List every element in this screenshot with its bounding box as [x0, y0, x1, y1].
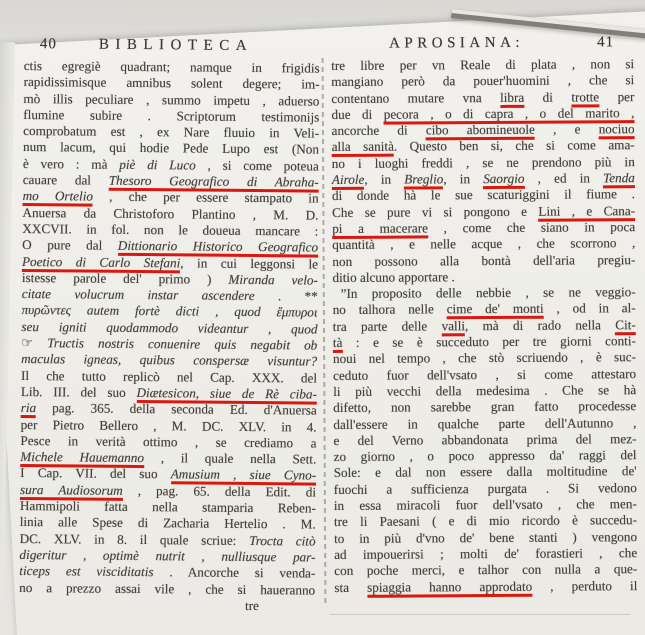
red-underlined-phrase: sura Audiosorum: [20, 482, 123, 501]
red-underlined-phrase: valli: [442, 318, 466, 336]
text-line: [333, 415, 636, 433]
text-line: [332, 235, 635, 253]
text-line: [334, 512, 637, 530]
text-segment: contentano mutare vna: [331, 89, 501, 106]
text-segment: tre libre per vn Reale di plata , non si: [331, 56, 635, 73]
red-underlined-phrase: spiaggia hanno approdato: [367, 578, 532, 597]
text-segment: I Cap. VII. del suo: [20, 465, 171, 482]
text-segment: tra parte delle: [332, 318, 442, 334]
right-page-header: [331, 34, 634, 57]
red-underlined-phrase: mo Ortelio: [23, 188, 94, 207]
red-underlined-phrase: Amusium , siue Cyno-: [171, 467, 317, 486]
text-segment: ancorche di: [331, 122, 426, 139]
text-segment: , che per essere stampato in: [92, 188, 319, 206]
text-segment: , od in al-: [543, 300, 636, 317]
text-segment: Hammipoli fatta nella stamparia Reben-: [19, 497, 316, 516]
red-underlined-phrase: Breglio: [404, 171, 443, 189]
text-segment: li più vecchi della medesima . Che se hà: [333, 382, 637, 399]
text-segment: XXCVII. in fol. non le doueua mancare :: [22, 220, 319, 239]
text-line: [331, 56, 634, 74]
text-line: [334, 480, 637, 498]
red-underlined-phrase: cibo abomineuole: [426, 122, 535, 141]
text-segment: mangiano però da pouer'huomini , che si: [331, 72, 635, 90]
text-segment: no talhora nelle: [332, 301, 447, 318]
text-line: [334, 561, 637, 579]
text-segment: Lib. III. del suo: [20, 383, 137, 400]
text-segment: tre li Paesani ( e di mio ricordo è succedu-: [333, 512, 638, 530]
text-segment: in essa miracoli fuor dell'vsato , che men-: [333, 496, 637, 514]
text-segment: Anuersa da Christoforo Plantino , M. D.: [22, 204, 319, 223]
right-text-block: [331, 56, 637, 596]
text-segment: num lacum, qui hodie Pede Lupo est (Non: [22, 139, 320, 158]
text-line: [333, 382, 636, 400]
text-segment: non possono alla bontà dell'aria pregiu-: [332, 251, 636, 269]
red-underlined-phrase: pi a macerare: [332, 220, 428, 239]
text-segment: seu igniti quodammodo videantur , quod: [21, 318, 318, 337]
text-segment: Pesce in verità ottimo , se crediamo a: [20, 432, 317, 451]
text-line: [332, 268, 635, 286]
text-segment: ctis egregiè quadrant; namque in frigidis: [23, 57, 320, 76]
text-segment: , il quale nella Sett.: [143, 450, 317, 467]
red-underlined-phrase: nociuo: [599, 121, 635, 139]
red-underlined-phrase: cime de' monti: [447, 301, 544, 320]
text-line: [334, 545, 637, 563]
text-segment: to in più d'vno de' bene stanti ) vengono: [334, 528, 638, 546]
text-segment: sta: [334, 579, 368, 595]
text-segment: , e: [534, 121, 599, 137]
text-segment: difetto, non sarebbe gran fatto procedesse: [333, 398, 637, 416]
text-line: [333, 398, 636, 416]
text-line: [332, 154, 635, 172]
text-line: [332, 252, 635, 270]
text-line: [333, 301, 636, 319]
text-line: [333, 284, 636, 302]
text-segment: Sole: e dal non essere dalla moltitudine de': [333, 463, 637, 481]
left-text-block: [19, 58, 320, 598]
text-segment: ditio alcuno apportare .: [332, 269, 455, 285]
red-underlined-phrase: tà: [333, 335, 343, 353]
text-line: [334, 464, 637, 482]
text-line: [332, 219, 635, 237]
text-segment: pag. 365. della seconda Ed. d'Anuersa: [36, 400, 317, 418]
text-segment: ”In proposito delle nebbie , se ne veggio-: [340, 284, 636, 302]
text-segment: , in cui leggonsi le: [180, 254, 319, 272]
text-segment: dall'essere in qualche parte dell'Autunno ,: [333, 414, 637, 432]
text-segment: cauare dal: [22, 172, 109, 188]
red-underlined-phrase: Tenda: [603, 170, 635, 188]
red-underlined-phrase: Airole: [332, 172, 365, 190]
text-segment: ticeps est visciditatis: [19, 563, 154, 580]
text-segment: . **: [254, 288, 318, 304]
text-line: [333, 333, 636, 351]
catchword: tre: [244, 597, 260, 613]
text-segment: ad impouerirsi ; molti de' forastieri , che: [334, 545, 638, 562]
text-segment: , perduto il: [532, 577, 638, 594]
text-segment: e del Verno abbandonata prima del mez-: [333, 430, 637, 448]
text-segment: di donde hà le sue scaturiggini il fiume .: [331, 186, 636, 204]
text-segment: fuochi a sufficienza purgata . Si vedono: [333, 479, 637, 497]
text-line: [333, 366, 636, 384]
text-line: [22, 237, 318, 256]
red-underlined-phrase: Thesoro Geografico di Abraha-: [109, 173, 319, 193]
red-underlined-phrase: trotte: [571, 89, 599, 107]
text-segment: ceduto fuor dell'vsato , si come attestaro: [333, 365, 637, 383]
text-segment: rapidissimisque amnibus solent degere; im-: [23, 74, 320, 92]
text-line: [334, 447, 637, 465]
text-segment: no i luoghi freddi , se ne prendono più in: [331, 153, 635, 171]
text-segment: è vero : mà: [22, 155, 120, 172]
text-segment: di: [524, 89, 572, 105]
text-line: [334, 529, 637, 547]
text-segment: . Ancorche si venda-: [153, 564, 316, 581]
text-segment: Il che tutto replicò nel Cap. XXX. del: [20, 367, 318, 386]
red-underlined-phrase: Michele Hauemanno: [20, 449, 144, 468]
right-folio-number: 41: [596, 34, 615, 51]
text-segment: mò illis peculiare , summo impetu , aduerso: [23, 90, 320, 109]
text-segment: O pure dal: [22, 237, 118, 254]
red-underlined-phrase: Cit-: [615, 317, 636, 335]
red-underlined-phrase: pecora , o di capra , o del marito ,: [384, 105, 635, 125]
text-segment: linia alle Spese di Zacharia Hertelio . M.: [19, 514, 316, 532]
text-line: [332, 187, 635, 205]
text-segment: Tructis nostris conuenire quis negabit ob: [47, 335, 318, 353]
text-segment: maculas igneas, quibus conspersæ visuntur?: [21, 351, 318, 369]
text-line: [332, 203, 635, 221]
text-segment: citate volucrum instar ascendere: [21, 286, 255, 304]
text-segment: due di: [331, 106, 384, 122]
text-segment: : e se è succeduto per tre giorni conti-: [342, 333, 636, 350]
red-underlined-phrase: Lini , e Cana-: [538, 203, 635, 222]
text-segment: con poche merci, e talhor con nulla a que-: [334, 561, 638, 579]
text-segment: noui nel tempo , che stò scriuendo , è suc-: [332, 349, 637, 367]
text-segment: digeritur , optimè nutrit , nulliusque par-: [19, 546, 316, 565]
text-line: [332, 121, 635, 139]
text-segment: Miranda velo-: [228, 271, 318, 288]
text-line: [331, 105, 634, 123]
text-line: [334, 578, 637, 596]
left-folio-number: 40: [39, 36, 57, 53]
text-segment: , ed in: [524, 170, 604, 186]
right-running-title: APROSIANA:: [388, 34, 525, 52]
paper-crease: [330, 614, 630, 615]
text-segment: . Questo ben si, che si come ama-: [393, 137, 635, 155]
text-segment: DC. XLV. in 8. il quale scriue:: [19, 530, 250, 548]
text-segment: istesse parole del' primo ): [21, 269, 229, 287]
left-page-header: [24, 36, 320, 60]
text-segment: piè di Luco: [119, 156, 196, 173]
red-underlined-phrase: ria: [21, 400, 37, 418]
text-segment: , come che siano in poca: [427, 219, 636, 236]
text-segment: ☞: [21, 335, 48, 351]
text-line: [331, 89, 634, 107]
text-segment: , in: [443, 171, 484, 187]
red-underlined-phrase: Poetico di Carlo Stefani: [22, 254, 180, 273]
text-segment: quantità , e nelle acque , che scorrono ,: [332, 235, 636, 253]
page-right: [331, 34, 637, 596]
text-segment: per: [599, 88, 635, 104]
red-underlined-phrase: libra: [500, 89, 524, 107]
red-underlined-phrase: Diætesicon, siue de Rè ciba-: [136, 385, 317, 405]
text-line: [19, 579, 315, 598]
text-segment: per Pietro Bellero , M. DC. XLV. in 4.: [20, 416, 317, 435]
text-line: [333, 349, 636, 367]
page-left: [19, 36, 320, 615]
text-line: [331, 72, 634, 90]
text-line: [333, 431, 636, 449]
text-line: [334, 496, 637, 514]
text-segment: zo giorno , o poco appresso da' raggi del: [333, 447, 637, 465]
red-underlined-phrase: Saorgio: [483, 171, 524, 189]
red-underlined-phrase: Dittionario Historico Geografico: [118, 238, 318, 258]
text-line: [333, 317, 636, 335]
text-line: [332, 170, 635, 188]
text-segment: Trocta citò: [249, 532, 316, 549]
text-segment: , in: [364, 171, 405, 187]
red-underlined-phrase: alla sanità: [332, 139, 394, 157]
text-line: [332, 138, 635, 156]
text-segment: πυρῶντες autem fortè dicti , quod ἔμπυροι: [21, 302, 318, 321]
text-segment: no a prezzo assai vile , che si haueranno: [19, 579, 316, 598]
text-segment: Che se pure vi si pongono e: [332, 203, 539, 220]
text-segment: comprobatum est , ex Nare fluuio in Veli-: [23, 123, 320, 141]
text-segment: , mà di rado nella: [464, 317, 616, 333]
text-segment: flumine subire . Scriptorum testimonijs: [23, 106, 320, 125]
text-segment: , si come poteua: [195, 157, 319, 174]
left-running-title: BIBLIOTECA: [98, 36, 254, 54]
text-segment: , pag. 65. della Edit. di: [122, 482, 317, 500]
